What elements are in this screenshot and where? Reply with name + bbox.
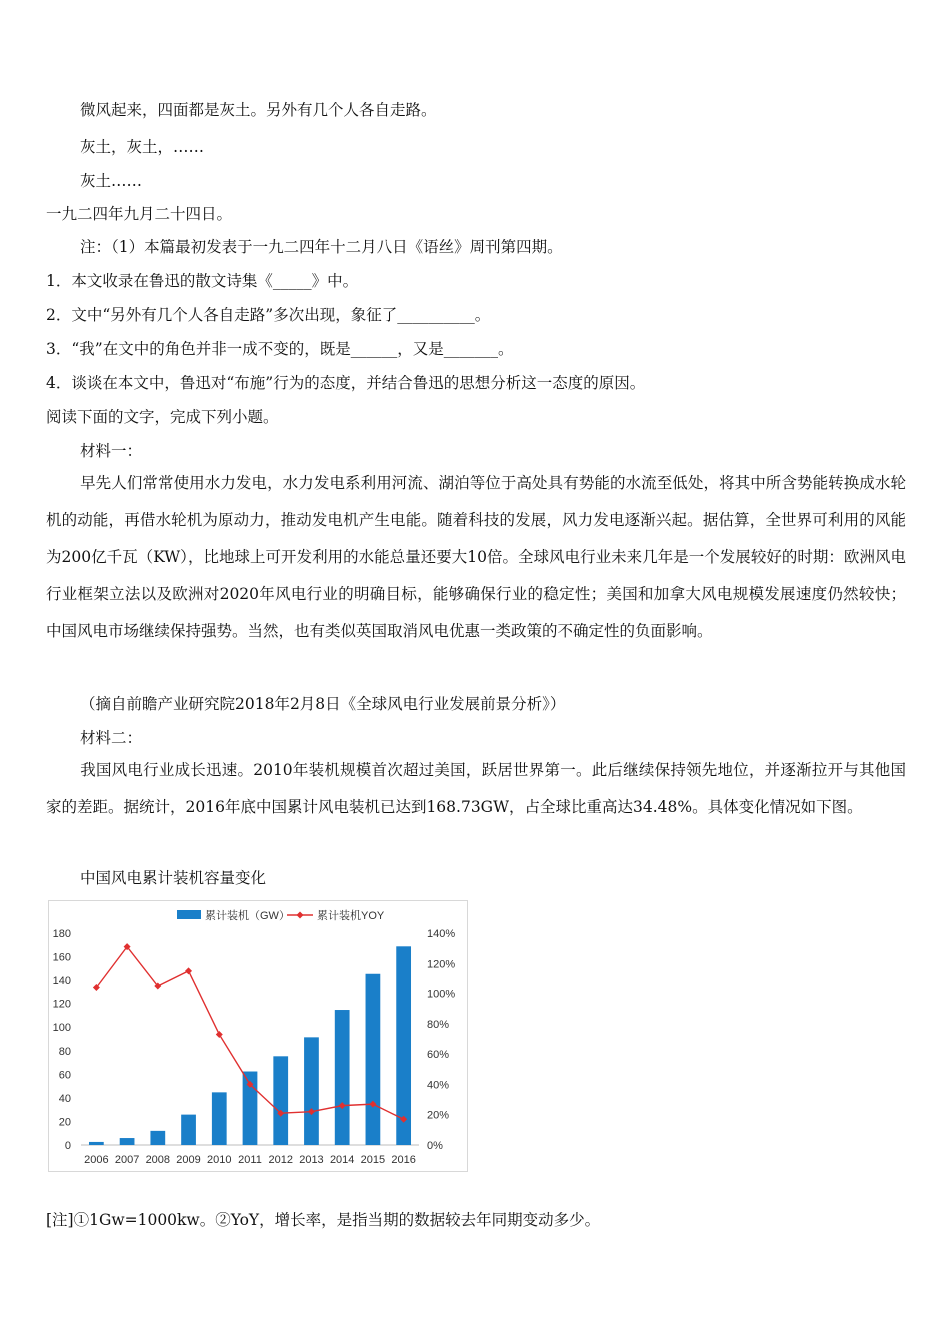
- y-left-tick-label: 40: [58, 1092, 71, 1105]
- bar: [273, 1056, 288, 1145]
- footnote: 注：（1）本篇最初发表于一九二四年十二月八日《语丝》周刊第四期。: [80, 238, 563, 256]
- x-tick-label: 2012: [268, 1154, 293, 1166]
- bar: [150, 1131, 165, 1145]
- y-right-tick-label: 80%: [427, 1018, 450, 1031]
- y-left-tick-label: 120: [52, 998, 71, 1011]
- yoy-point: [216, 1031, 223, 1038]
- x-tick-label: 2006: [84, 1154, 109, 1166]
- material-2-title: 材料二：: [80, 729, 143, 747]
- x-tick-label: 2016: [391, 1154, 416, 1166]
- bar: [396, 946, 411, 1145]
- chart-note: [注]①1Gw=1000kw。②YoY，增长率，是指当期的数据较去年同期变动多少。: [46, 1211, 601, 1229]
- y-left-tick-label: 180: [52, 928, 71, 940]
- chart-caption: 中国风电累计装机容量变化: [80, 869, 267, 887]
- material-1-title: 材料一：: [80, 442, 143, 460]
- text-line: 灰土……: [80, 172, 143, 190]
- chart-svg: [49, 901, 467, 1171]
- y-left-tick-label: 80: [58, 1045, 71, 1058]
- y-left-tick-label: 60: [58, 1069, 71, 1082]
- x-tick-label: 2011: [238, 1154, 262, 1166]
- x-tick-label: 2013: [299, 1154, 324, 1166]
- y-left-tick-label: 0: [64, 1140, 71, 1152]
- legend-bar-label: 累计装机（GW）: [205, 910, 290, 922]
- bar: [366, 974, 381, 1145]
- material-2-body: [46, 752, 906, 826]
- question-2: 2．文中“另外有几个人各自走路”多次出现，象征了__________。: [46, 306, 491, 324]
- question-3: 3．“我”在文中的角色并非一成不变的，既是______，又是_______。: [46, 340, 514, 358]
- bar: [335, 1010, 350, 1145]
- text-line: 灰土，灰土，……: [80, 138, 205, 156]
- y-right-tick-label: 20%: [427, 1109, 450, 1122]
- material-1-body: [46, 465, 906, 650]
- material-2-text: 我国风电行业成长迅速。2010年装机规模首次超过美国，跃居世界第一。此后继续保持领先地位，并逐渐拉开与其他国家的差距。据统计，2016年底中国累计风电装机已达到168.73GW，占全球比重高达34.48%。具体变化情况如下图。: [46, 761, 906, 816]
- y-right-tick-label: 40%: [427, 1079, 450, 1092]
- material-1-text: 早先人们常常使用水力发电，水力发电系利用河流、湖泊等位于高处具有势能的水流至低处，将其中所含势能转换成水轮机的动能，再借水轮机为原动力，推动发电机产生电能。随着科技的发展，风力发电逐渐兴起。据估算，全世界可利用的风能为200亿千瓦（KW），比地球上可开发利用的水能总量还要大10倍。全球风电行业未来几年是一个发展较好的时期：欧洲风电行业框架立法以及欧洲对2020年风电行业的明确目标，能够确保行业的稳定性；美国和加拿大风电规模发展速度仍然较快；中国风电市场继续保持强势。当然，也有类似英国取消风电优惠一类政策的不确定性的负面影响。: [46, 474, 906, 640]
- material-1-source: （摘自前瞻产业研究院2018年2月8日《全球风电行业发展前景分析》）: [80, 695, 566, 713]
- y-right-tick-label: 120%: [427, 958, 456, 971]
- y-left-tick-label: 20: [58, 1116, 71, 1129]
- question-4: 4．谈谈在本文中，鲁迅对“布施”行为的态度，并结合鲁迅的思想分析这一态度的原因。: [46, 374, 646, 392]
- legend-line-marker: [297, 912, 304, 919]
- question-1: 1．本文收录在鲁迅的散文诗集《_____》中。: [46, 272, 359, 290]
- y-right-tick-label: 140%: [427, 928, 456, 940]
- y-left-tick-label: 100: [52, 1022, 71, 1035]
- legend-line-label: 累计装机YOY: [317, 910, 385, 922]
- x-tick-label: 2007: [114, 1154, 140, 1166]
- yoy-point: [185, 967, 192, 974]
- x-tick-label: 2015: [360, 1154, 386, 1166]
- bar: [181, 1115, 196, 1145]
- date-line: 一九二四年九月二十四日。: [46, 205, 233, 223]
- y-right-tick-label: 0%: [427, 1140, 443, 1152]
- bar: [212, 1092, 227, 1145]
- y-left-tick-label: 140: [52, 975, 71, 988]
- bar: [304, 1037, 319, 1145]
- x-tick-label: 2010: [207, 1154, 232, 1166]
- legend-bar-swatch: [177, 910, 201, 919]
- wind-capacity-chart: [48, 900, 468, 1172]
- bar: [89, 1142, 104, 1145]
- bar: [120, 1138, 135, 1145]
- x-tick-label: 2008: [145, 1154, 171, 1166]
- x-tick-label: 2014: [329, 1154, 355, 1166]
- y-right-tick-label: 60%: [427, 1049, 450, 1062]
- x-tick-label: 2009: [176, 1154, 201, 1166]
- text-line: 微风起来，四面都是灰土。另外有几个人各自走路。: [80, 101, 437, 119]
- y-left-tick-label: 160: [52, 951, 71, 964]
- instruction: 阅读下面的文字，完成下列小题。: [46, 408, 279, 426]
- y-right-tick-label: 100%: [427, 988, 456, 1001]
